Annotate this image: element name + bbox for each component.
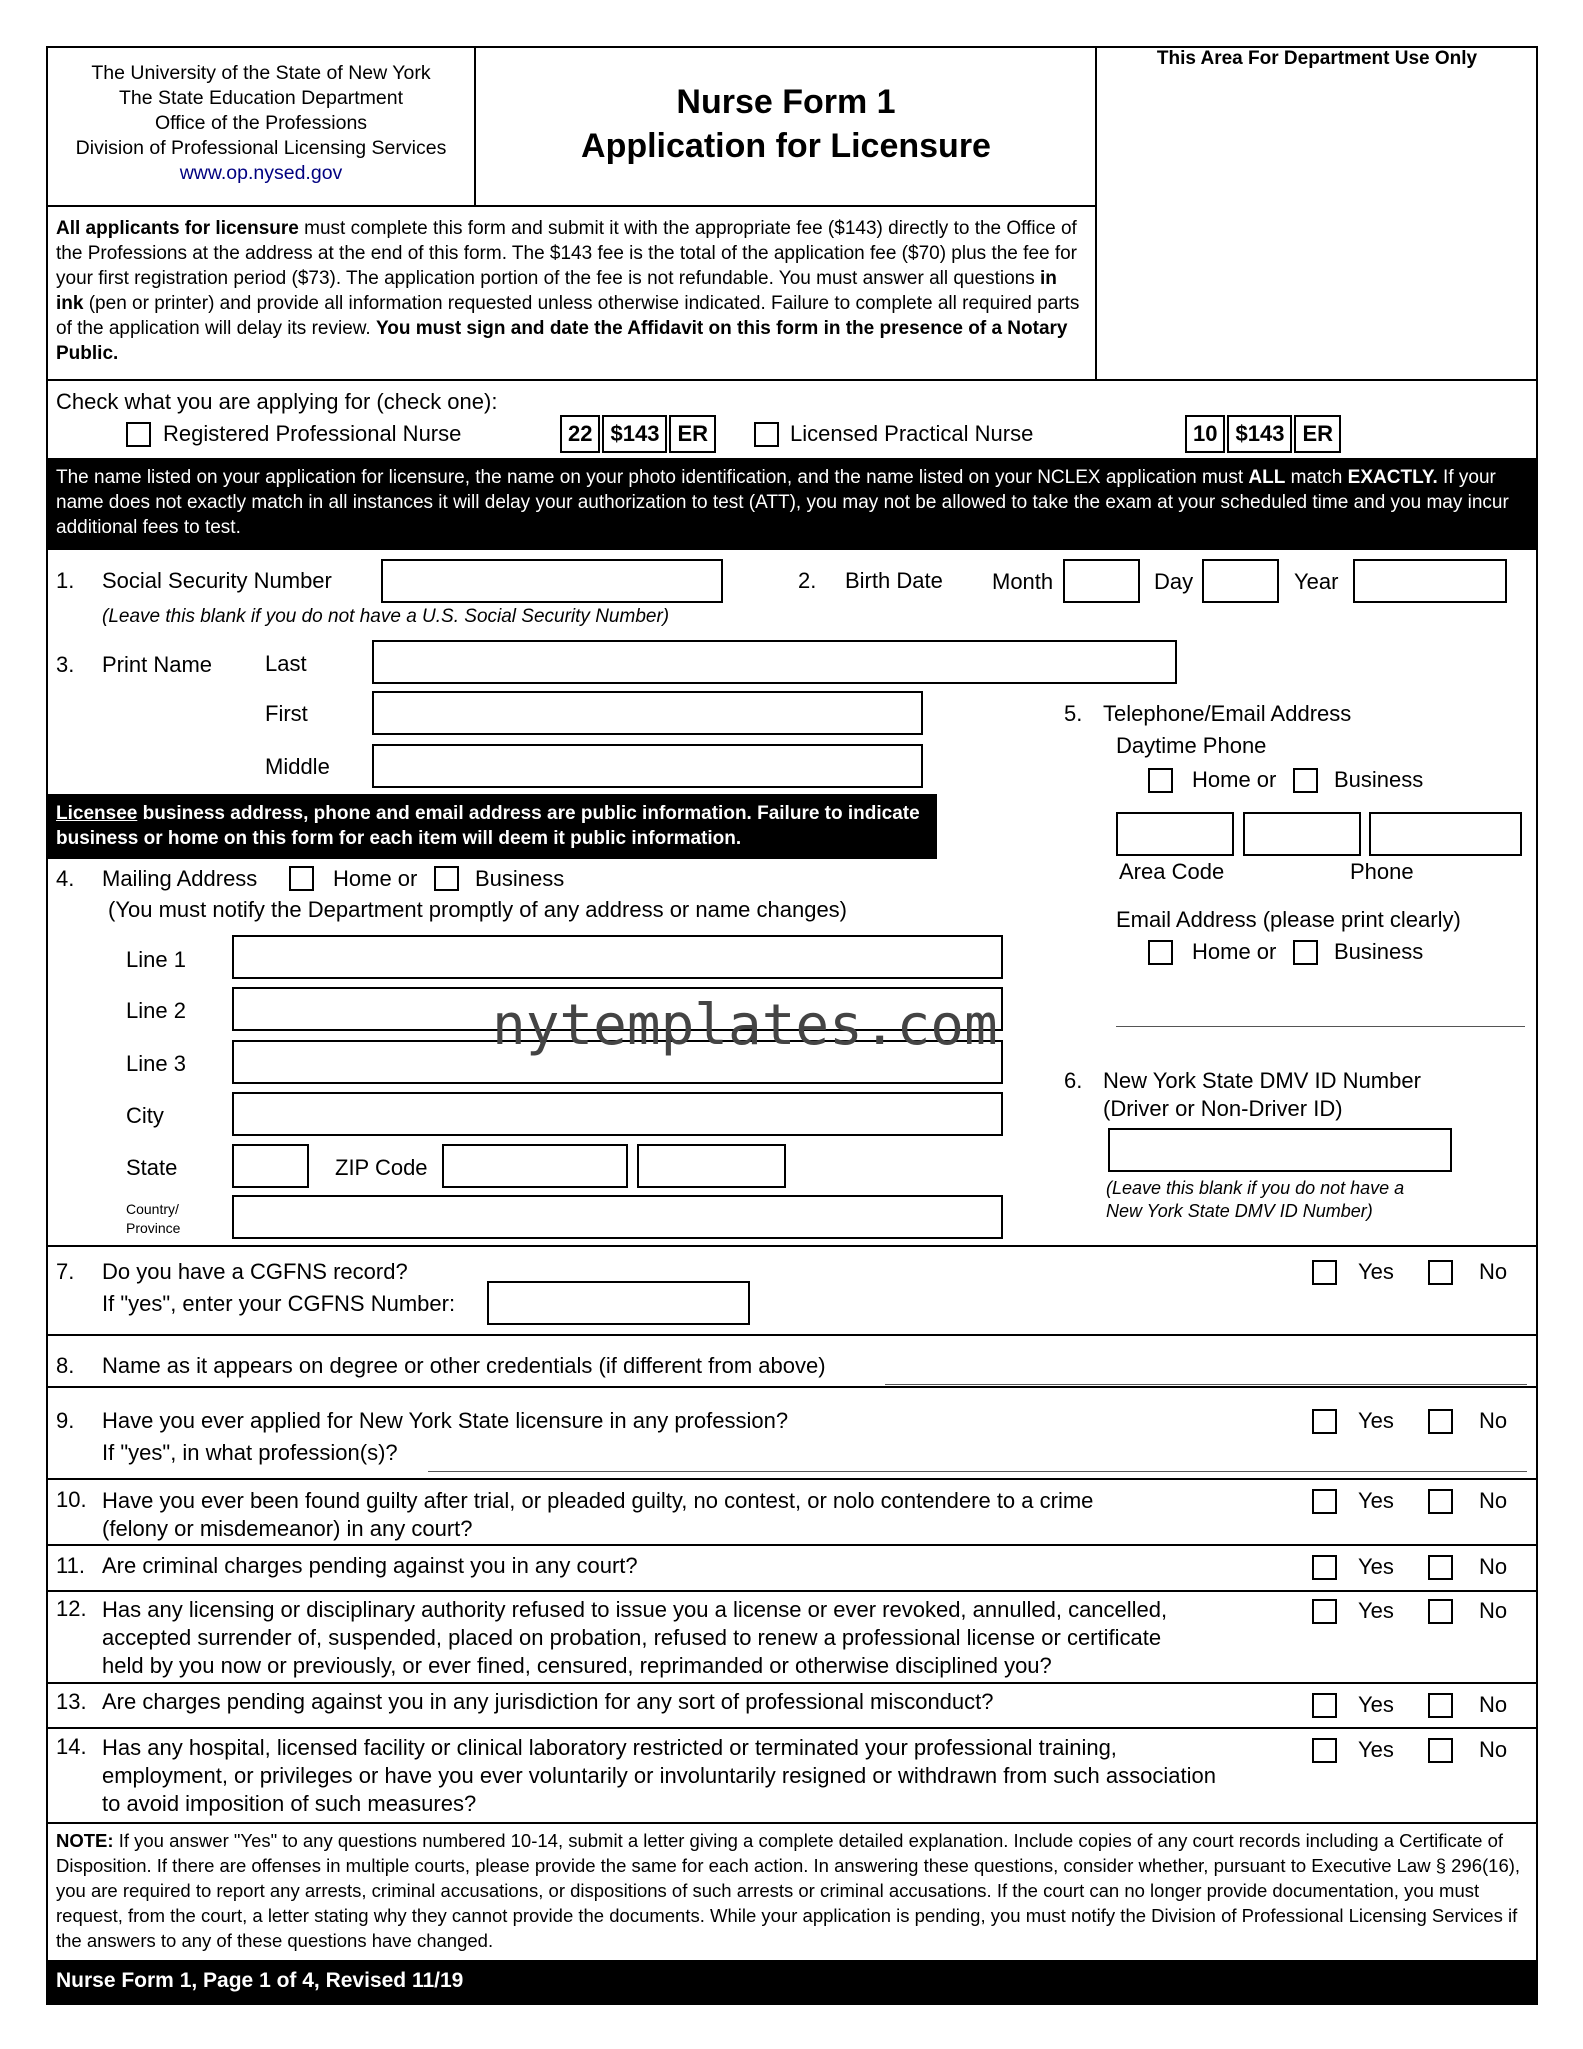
q3-number: 3. (56, 652, 75, 677)
q1-note: (Leave this blank if you do not have a U.S. Social Security Number) (102, 606, 670, 627)
q9-yes-label: Yes (1358, 1408, 1394, 1433)
section-line (46, 1822, 1538, 1824)
q10-no-checkbox[interactable] (1428, 1489, 1453, 1514)
rn-er: ER (669, 415, 716, 453)
rn-label: Registered Professional Nurse (163, 421, 462, 446)
q8-number: 8. (56, 1353, 75, 1378)
q9-number: 9. (56, 1408, 75, 1433)
birth-day-input[interactable] (1202, 559, 1279, 603)
ssn-input[interactable] (381, 559, 723, 603)
applying-label: Check what you are applying for (check one): (56, 389, 498, 414)
intro-text-1: must complete this form and submit it with the appropriate fee ($143) directly to the Office of the Professions at the address at the end of this form. The $143 fee is the total of the application fee ($70) plus the fee for your first registration period ($73). The application portion of the fee is not refundable. You must answer all questions (56, 218, 1077, 289)
q10-no-label: No (1479, 1488, 1508, 1513)
q11-text: Are criminal charges pending against you in any court? (102, 1553, 638, 1578)
q8-answer-line[interactable] (885, 1384, 1527, 1385)
first-name-label: First (265, 701, 308, 726)
rn-fee-code (560, 415, 718, 453)
name-match-notice (46, 458, 1538, 550)
q4-number: 4. (56, 866, 75, 891)
section-line (46, 1590, 1538, 1592)
line2-label: Line 2 (126, 998, 186, 1023)
q2-number: 2. (798, 568, 817, 593)
q9-sublabel: If "yes", in what profession(s)? (102, 1440, 398, 1465)
q6-label: New York State DMV ID Number (1103, 1068, 1421, 1093)
q11-yes-checkbox[interactable] (1312, 1555, 1337, 1580)
agency-line: The University of the State of New York (91, 62, 431, 84)
mailing-business-label: Business (475, 866, 565, 891)
rn-checkbox[interactable] (126, 422, 151, 447)
q10-line: (felony or misdemeanor) in any court? (102, 1516, 473, 1541)
q5-label: Telephone/Email Address (1103, 701, 1352, 726)
q12-line: accepted surrender of, suspended, placed on probation, refused to renew a professional license or certificate (102, 1625, 1162, 1650)
country-label-line: Country/ (126, 1201, 179, 1217)
q1-number: 1. (56, 568, 75, 593)
q7-no-checkbox[interactable] (1428, 1260, 1453, 1285)
q13-yes-label: Yes (1358, 1692, 1394, 1717)
q13-no-label: No (1479, 1692, 1508, 1717)
q6-note (1106, 1177, 1404, 1223)
notice-text: match (1285, 467, 1348, 488)
birth-year-label: Year (1294, 569, 1339, 594)
address-line1-input[interactable] (232, 935, 1003, 979)
q10-line: Have you ever been found guilty after trial, or pleaded guilty, no contest, or nolo contendere to a crime (102, 1488, 1094, 1513)
line1-label: Line 1 (126, 947, 186, 972)
email-label: Email Address (please print clearly) (1116, 907, 1461, 932)
last-name-input[interactable] (372, 640, 1177, 684)
q14-yes-checkbox[interactable] (1312, 1738, 1337, 1763)
line3-label: Line 3 (126, 1051, 186, 1076)
area-code-input[interactable] (1116, 812, 1234, 856)
intro-text-2: (pen or printer) and provide all information requested unless otherwise indicated. Failure to complete all required parts of the application will delay its review. (56, 293, 1080, 339)
q14-no-label: No (1479, 1737, 1508, 1762)
dmv-id-input[interactable] (1108, 1128, 1452, 1172)
public-info-notice (46, 794, 937, 859)
cgfns-number-input[interactable] (487, 1281, 750, 1325)
area-code-label: Area Code (1119, 859, 1225, 884)
zip-input[interactable] (442, 1144, 628, 1188)
q11-yes-label: Yes (1358, 1554, 1394, 1579)
q9-answer-line[interactable] (428, 1471, 1527, 1472)
q14-line: Has any hospital, licensed facility or clinical laboratory restricted or terminated your professional training, (102, 1735, 1117, 1760)
lpn-fee-code (1185, 415, 1343, 453)
intro-bold-3: You must sign and date the Affidavit on this form in the presence of a Notary Public. (56, 318, 1068, 364)
q13-no-checkbox[interactable] (1428, 1693, 1453, 1718)
q14-no-checkbox[interactable] (1428, 1738, 1453, 1763)
city-input[interactable] (232, 1092, 1003, 1136)
phone-home-checkbox[interactable] (1148, 768, 1173, 793)
q6-note-line: (Leave this blank if you do not have a (1106, 1178, 1405, 1198)
q12-yes-checkbox[interactable] (1312, 1599, 1337, 1624)
q5-number: 5. (1064, 701, 1083, 726)
q14-text (102, 1734, 1216, 1818)
section-line (46, 1334, 1538, 1336)
q3-label: Print Name (102, 652, 213, 677)
intro-paragraph (56, 216, 1086, 366)
province-label-line: Province (126, 1220, 181, 1236)
section-line (46, 1682, 1538, 1684)
q14-number: 14. (56, 1734, 87, 1759)
phone-business-label: Business (1334, 767, 1424, 792)
q12-line: Has any licensing or disciplinary authority refused to issue you a license or ever revoked, annulled, cancelled, (102, 1597, 1168, 1622)
section-line (46, 1727, 1538, 1729)
header-bottom-line (46, 205, 1096, 207)
q8-label: Name as it appears on degree or other credentials (if different from above) (102, 1353, 826, 1378)
q9-yes-checkbox[interactable] (1312, 1409, 1337, 1434)
dept-use-label: This Area For Department Use Only (1156, 48, 1478, 69)
daytime-phone-label: Daytime Phone (1116, 733, 1267, 758)
section-line (46, 1478, 1538, 1480)
lpn-checkbox[interactable] (754, 422, 779, 447)
agency-website-link[interactable]: www.op.nysed.gov (179, 162, 343, 184)
note-text: If you answer "Yes" to any questions numbered 10-14, submit a letter giving a complete detailed explanation. Include copies of any court records including a Certificate of Disposition. If there are offenses in multiple courts, please provide the same for each action. In answering these questions, consider whether, pursuant to Executive Law § 296(16), you are required to report any arrests, criminal accusations, or dispositions of such arrests or criminal accusations. If the court can no longer provide documentation, you must request, from the court, a letter stating why they cannot provide the documents. While your application is pending, you must notify the Division of Professional Licensing Services if the answers to any of these questions have changed. (56, 1830, 1521, 1951)
lpn-er: ER (1294, 415, 1341, 453)
email-home-checkbox[interactable] (1148, 940, 1173, 965)
country-province-input[interactable] (232, 1195, 1003, 1239)
agency-line: Division of Professional Licensing Services (75, 137, 447, 159)
email-business-label: Business (1334, 939, 1424, 964)
q11-no-label: No (1479, 1554, 1508, 1579)
birth-month-input[interactable] (1063, 559, 1140, 603)
q7-number: 7. (56, 1259, 75, 1284)
agency-line: Office of the Professions (154, 112, 368, 134)
birth-month-label: Month (992, 569, 1054, 594)
lpn-fee: $143 (1227, 415, 1292, 453)
q6-number: 6. (1064, 1068, 1083, 1093)
country-label (126, 1200, 180, 1238)
state-label: State (126, 1155, 178, 1180)
phone-home-label: Home or (1192, 767, 1277, 792)
q12-yes-label: Yes (1358, 1598, 1394, 1623)
phone-prefix-input[interactable] (1243, 812, 1361, 856)
city-label: City (126, 1103, 164, 1128)
q12-no-checkbox[interactable] (1428, 1599, 1453, 1624)
q4-note: (You must notify the Department promptly of any address or name changes) (108, 897, 848, 922)
phone-label: Phone (1350, 859, 1414, 884)
mailing-business-checkbox[interactable] (434, 866, 459, 891)
section-line (46, 1245, 1538, 1247)
zip-label: ZIP Code (335, 1155, 428, 1180)
q12-text (102, 1596, 1167, 1680)
q9-no-label: No (1479, 1408, 1508, 1433)
rn-fee: $143 (602, 415, 667, 453)
agency-line: The State Education Department (119, 87, 403, 109)
last-name-label: Last (265, 651, 307, 676)
phone-business-checkbox[interactable] (1293, 768, 1318, 793)
agency-block (48, 61, 474, 186)
notice-bold: EXACTLY. (1347, 467, 1438, 488)
q13-yes-checkbox[interactable] (1312, 1693, 1337, 1718)
intro-bottom-line (46, 379, 1538, 381)
q14-line: employment, or privileges or have you ever voluntarily or involuntarily resigned or withdrawn from such association (102, 1763, 1216, 1788)
q4-label: Mailing Address (102, 866, 258, 891)
form-title-line1: Nurse Form 1 (676, 83, 896, 121)
q9-label: Have you ever applied for New York State licensure in any profession? (102, 1408, 789, 1433)
middle-name-input[interactable] (372, 744, 923, 788)
q6-sublabel: (Driver or Non-Driver ID) (1103, 1096, 1343, 1121)
q12-number: 12. (56, 1596, 87, 1621)
birth-year-input[interactable] (1353, 559, 1507, 603)
q6-note-line: New York State DMV ID Number) (1106, 1201, 1373, 1221)
mailing-home-checkbox[interactable] (289, 866, 314, 891)
birth-day-label: Day (1154, 569, 1194, 594)
lpn-code: 10 (1185, 415, 1225, 453)
q11-number: 11. (56, 1553, 85, 1578)
email-input-line[interactable] (1116, 1026, 1525, 1027)
q11-no-checkbox[interactable] (1428, 1555, 1453, 1580)
q12-line: held by you now or previously, or ever fined, censured, reprimanded or otherwise disciplined you? (102, 1653, 1052, 1678)
q14-yes-label: Yes (1358, 1737, 1394, 1762)
q14-line: to avoid imposition of such measures? (102, 1791, 477, 1816)
section-line (46, 1544, 1538, 1546)
q10-text (102, 1487, 1093, 1543)
q7-yes-checkbox[interactable] (1312, 1260, 1337, 1285)
page-footer: Nurse Form 1, Page 1 of 4, Revised 11/19 (46, 1960, 1538, 2005)
watermark: nytemplates.com (492, 993, 998, 1058)
q13-number: 13. (56, 1689, 87, 1714)
intro-bold-2: in ink (56, 268, 1057, 314)
q9-no-checkbox[interactable] (1428, 1409, 1453, 1434)
rn-code: 22 (560, 415, 600, 453)
phone-number-input[interactable] (1369, 812, 1522, 856)
q12-no-label: No (1479, 1598, 1508, 1623)
notice-text: The name listed on your application for licensure, the name on your photo identification, and the name listed on your NCLEX application must (56, 467, 1249, 488)
q7-no-label: No (1479, 1259, 1508, 1284)
email-business-checkbox[interactable] (1293, 940, 1318, 965)
q7-yes-label: Yes (1358, 1259, 1394, 1284)
public-notice-text: business address, phone and email address are public information. Failure to indicate business or home on this form for each item will deem it public information. (56, 803, 920, 849)
q10-yes-label: Yes (1358, 1488, 1394, 1513)
form-title (476, 80, 1096, 168)
form-title-line2: Application for Licensure (581, 127, 991, 165)
notice-bold: ALL (1248, 467, 1286, 488)
first-name-input[interactable] (372, 691, 923, 735)
q10-yes-checkbox[interactable] (1312, 1489, 1337, 1514)
q13-text: Are charges pending against you in any jurisdiction for any sort of professional misconduct? (102, 1689, 994, 1714)
note-paragraph (56, 1828, 1530, 1953)
mailing-home-label: Home or (333, 866, 418, 891)
lpn-label: Licensed Practical Nurse (790, 421, 1034, 446)
q1-label: Social Security Number (102, 568, 332, 593)
section-line (46, 1386, 1538, 1388)
zip-ext-input[interactable] (637, 1144, 786, 1188)
email-home-label: Home or (1192, 939, 1277, 964)
licensee-word: Licensee (56, 803, 138, 824)
state-input[interactable] (232, 1144, 309, 1188)
q2-label: Birth Date (845, 568, 943, 593)
note-label: NOTE: (56, 1830, 114, 1851)
middle-name-label: Middle (265, 754, 330, 779)
q10-number: 10. (56, 1487, 87, 1512)
notice-text: If your name does not exactly match in all instances it will delay your authorization to test (ATT), you may not be allowed to take the exam at your scheduled time and you may incur additional fees to test. (56, 467, 1509, 538)
q7-sublabel: If "yes", enter your CGFNS Number: (102, 1291, 456, 1316)
q7-label: Do you have a CGFNS record? (102, 1259, 408, 1284)
intro-bold-1: All applicants for licensure (56, 218, 299, 239)
